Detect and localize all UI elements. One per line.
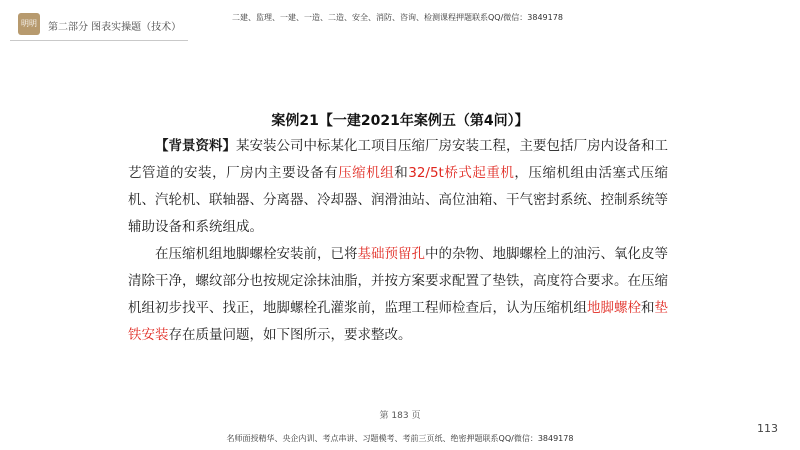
section-label: 第二部分 图表实操题（技术） — [48, 22, 182, 33]
text-segment: 存在质量问题，如下图所示，要求整改。 — [168, 327, 412, 343]
text-segment: 在压缩机组地脚螺栓安装前，已将 — [155, 246, 358, 262]
page-number: 第 183 页 — [379, 411, 421, 421]
highlight-bridge-crane: 32/5t桥式起重机 — [408, 165, 515, 181]
text-segment: 某安装公司中标某化工项目压缩厂房安装工程，主要包括厂房内设备和工艺管道的安装，厂房内主要设备有 — [128, 138, 668, 181]
case-body — [128, 133, 668, 349]
background-lead: 【背景资料】 — [155, 138, 236, 154]
highlight-anchor-bolt: 地脚螺栓 — [587, 300, 641, 316]
text-segment: 和 — [394, 165, 409, 181]
case-title: 案例21【一建2021年案例五（第4问）】 — [271, 113, 529, 129]
text-segment: 和 — [641, 300, 655, 316]
brand-logo: 明明 — [18, 13, 40, 35]
paragraph-installation — [128, 241, 668, 349]
text-segment: ，压缩机组由活塞式压缩机、汽轮机、联轴器、分离器、冷却器、润滑油站、高位油箱、干气密封系统、控制系统等辅助设备和系统组成。 — [128, 165, 669, 235]
paragraph-background — [128, 133, 668, 241]
header-divider — [10, 40, 188, 41]
header-contact-text: 二建、监理、一建、一造、二造、安全、消防、咨询、检测课程押题联系QQ/微信：3849178 — [232, 13, 563, 22]
text-segment: 中的杂物、地脚螺栓上的油污、氧化皮等清除干净，螺纹部分也按规定涂抹油脂，并按方案要求配置了垫铁，高度符合要求。在压缩机组初步找平、找正，地脚螺栓孔灌浆前，监理工程师检查后，认为压缩机组 — [128, 246, 668, 316]
highlight-shim-installation: 垫铁安装 — [128, 300, 668, 343]
highlight-foundation-hole: 基础预留孔 — [357, 246, 425, 262]
highlight-compressor-unit: 压缩机组 — [338, 165, 395, 181]
slide-number: 113 — [757, 422, 778, 435]
footer-contact-text: 名师面授精华、央企内训、考点串讲、习题模考、考前三页纸、绝密押题联系QQ/微信：3849178 — [226, 434, 574, 443]
